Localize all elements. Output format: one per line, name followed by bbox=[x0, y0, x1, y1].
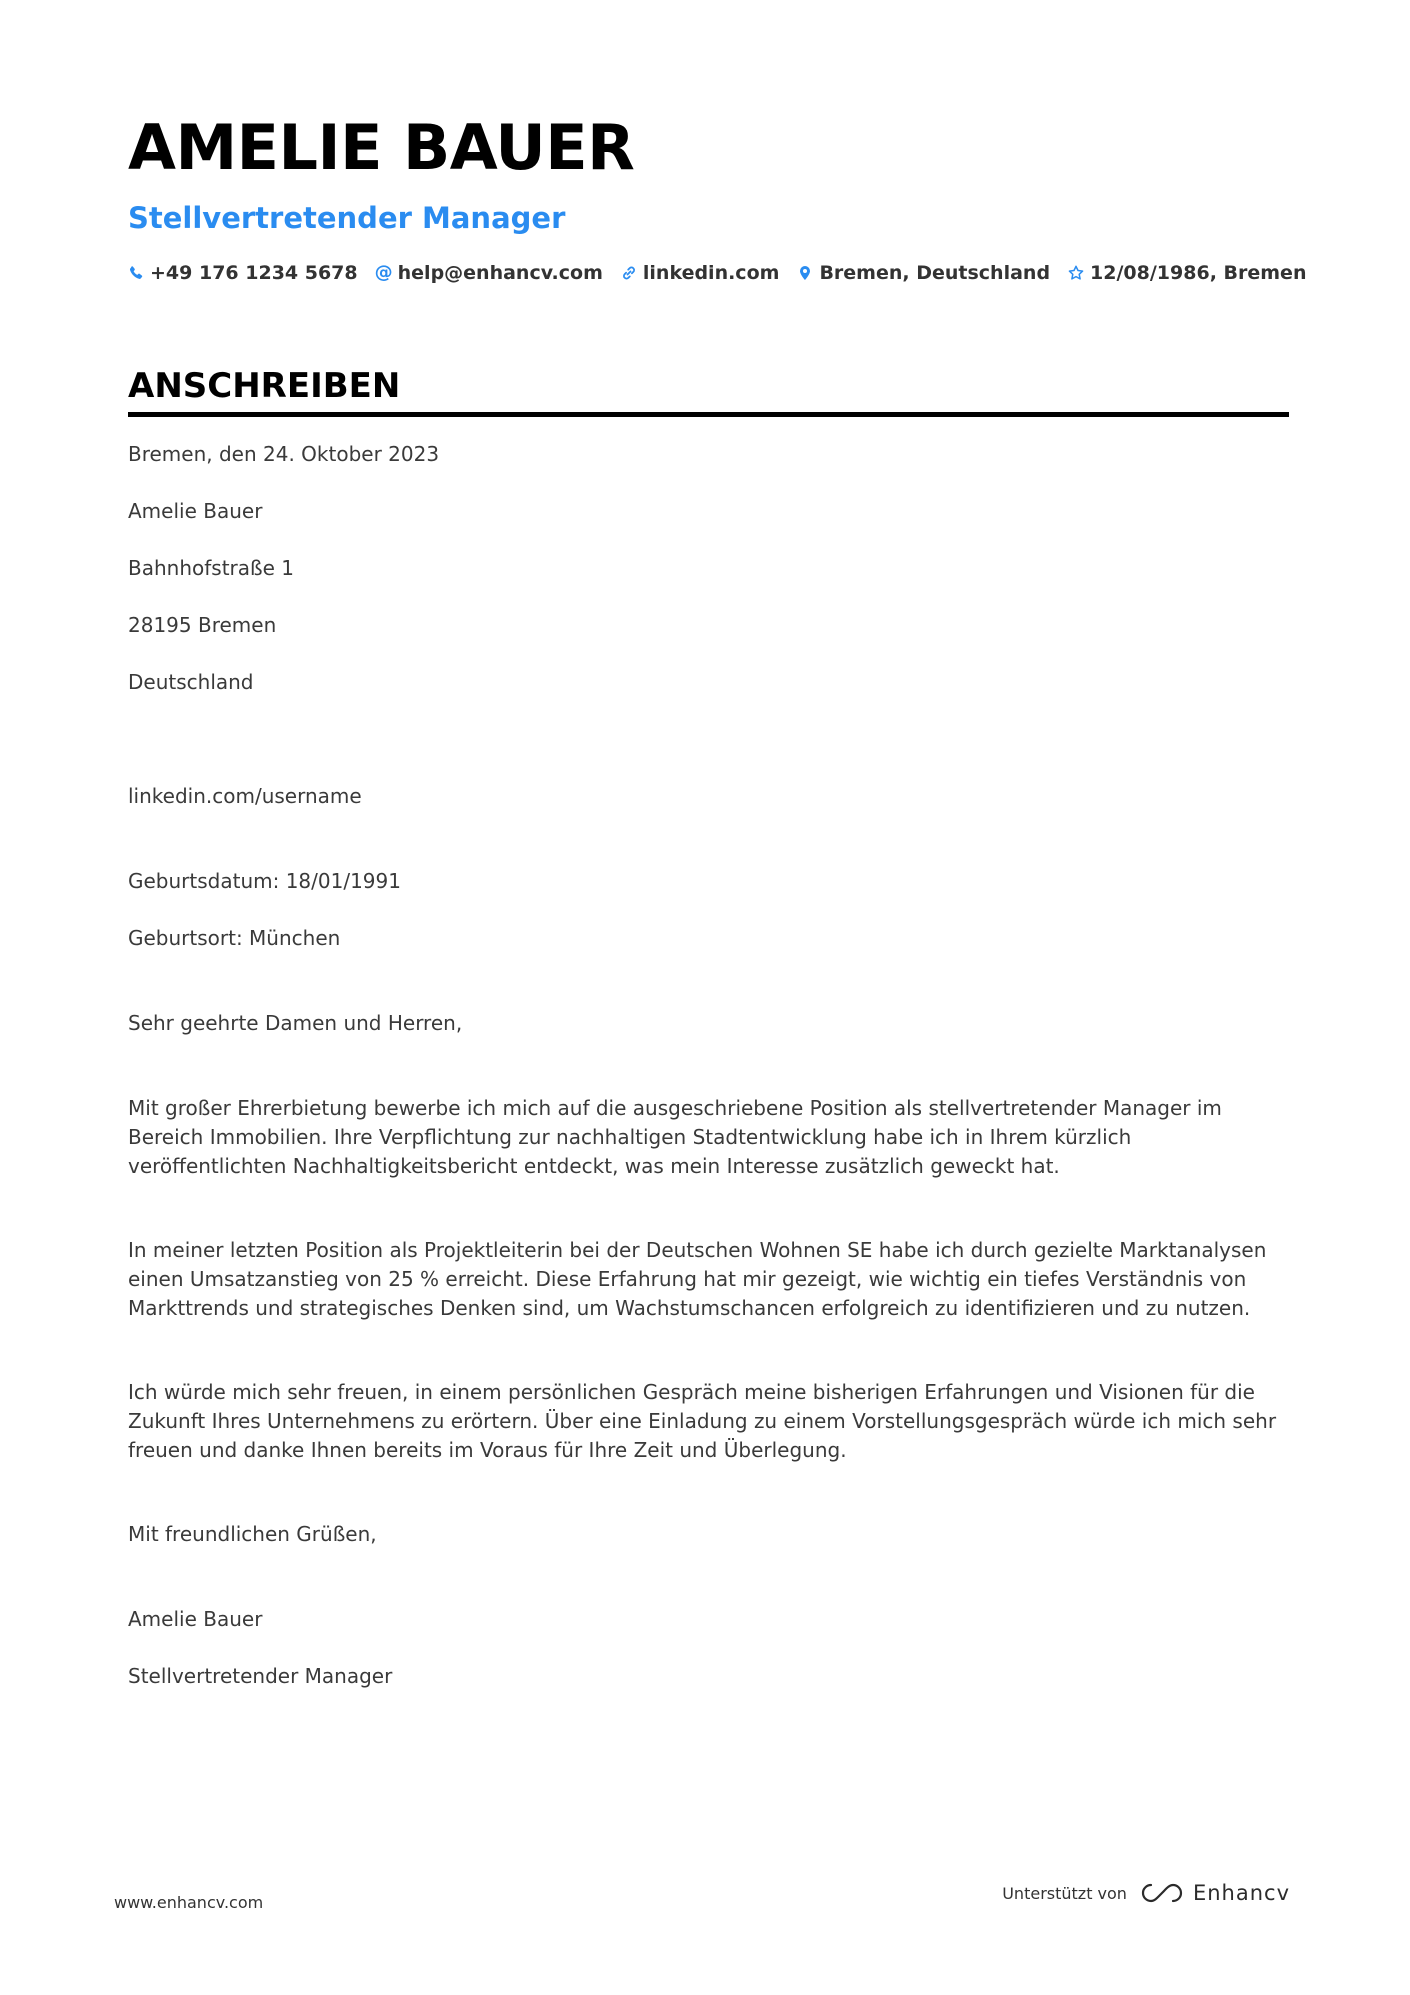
birth-date: Geburtsdatum: 18/01/1991 bbox=[128, 869, 401, 893]
contact-phone-text: +49 176 1234 5678 bbox=[150, 262, 358, 284]
salutation: Sehr geehrte Damen und Herren, bbox=[128, 1011, 463, 1035]
sender-country: Deutschland bbox=[128, 670, 254, 694]
letter-date: Bremen, den 24. Oktober 2023 bbox=[128, 442, 440, 466]
signature-title: Stellvertretender Manager bbox=[128, 1664, 393, 1688]
contact-linkedin[interactable] bbox=[621, 262, 780, 284]
cover-letter-section bbox=[128, 364, 1289, 417]
contact-location-text: Bremen, Deutschland bbox=[819, 262, 1051, 284]
candidate-name: AMELIE BAUER bbox=[128, 111, 635, 184]
letter-paragraph: In meiner letzten Position als Projektleiterin bei der Deutschen Wohnen SE habe ich durch gezielte Marktanalysen einen Umsatzanstieg von 25 % erreicht. Diese Erfahrung hat mir gezeigt, wie wichtig ein tiefes Verständnis von Markttrends und strategisches Denken sind, um Wachstumschancen erfolgreich zu identifizieren und zu nutzen. bbox=[128, 1238, 1267, 1320]
closing: Mit freundlichen Grüßen, bbox=[128, 1522, 377, 1546]
contact-phone[interactable] bbox=[128, 262, 358, 284]
star-icon bbox=[1068, 265, 1084, 281]
header bbox=[128, 111, 1307, 284]
birth-place: Geburtsort: München bbox=[128, 926, 341, 950]
sender-city: 28195 Bremen bbox=[128, 613, 277, 637]
sender-name: Amelie Bauer bbox=[128, 499, 263, 523]
brand-name: Enhancv bbox=[1192, 1881, 1290, 1905]
sender-street: Bahnhofstraße 1 bbox=[128, 556, 295, 580]
signature-name: Amelie Bauer bbox=[128, 1607, 263, 1631]
contact-bar bbox=[128, 262, 1307, 284]
section-divider bbox=[128, 412, 1289, 417]
enhancv-logo-icon bbox=[1139, 1880, 1185, 1906]
contact-email[interactable] bbox=[376, 262, 603, 284]
contact-linkedin-text: linkedin.com bbox=[642, 262, 780, 284]
contact-email-text: help@enhancv.com bbox=[397, 262, 603, 284]
footer-branding bbox=[1002, 1880, 1290, 1906]
powered-by-label: Unterstützt von bbox=[1002, 1883, 1127, 1903]
contact-location bbox=[797, 262, 1050, 284]
section-title: ANSCHREIBEN bbox=[128, 366, 401, 406]
at-icon: @ bbox=[374, 262, 393, 283]
contact-birth-text: 12/08/1986, Bremen bbox=[1090, 262, 1307, 284]
letter-paragraph: Mit großer Ehrerbietung bewerbe ich mich auf die ausgeschriebene Position als stellvertretender Manager im Bereich Immobilien. Ihre Verpflichtung zur nachhaltigen Stadtentwicklung habe ich in Ihrem kürzlich veröffentlichten Nachhaltigkeitsbericht entdeckt, was mein Interesse zusätzlich geweckt hat. bbox=[128, 1096, 1222, 1178]
footer-website[interactable]: www.enhancv.com bbox=[114, 1893, 264, 1912]
link-icon bbox=[621, 265, 637, 281]
phone-icon bbox=[128, 265, 144, 281]
sender-linkedin: linkedin.com/username bbox=[128, 784, 362, 808]
location-pin-icon bbox=[797, 265, 813, 281]
candidate-role: Stellvertretender Manager bbox=[128, 201, 566, 235]
contact-birth bbox=[1068, 262, 1306, 284]
letter-paragraph: Ich würde mich sehr freuen, in einem persönlichen Gespräch meine bisherigen Erfahrungen und Visionen für die Zukunft Ihres Unternehmens zu erörtern. Über eine Einladung zu einem Vorstellungsgespräch würde ich mich sehr freuen und danke Ihnen bereits im Voraus für Ihre Zeit und Überlegung. bbox=[128, 1380, 1277, 1462]
